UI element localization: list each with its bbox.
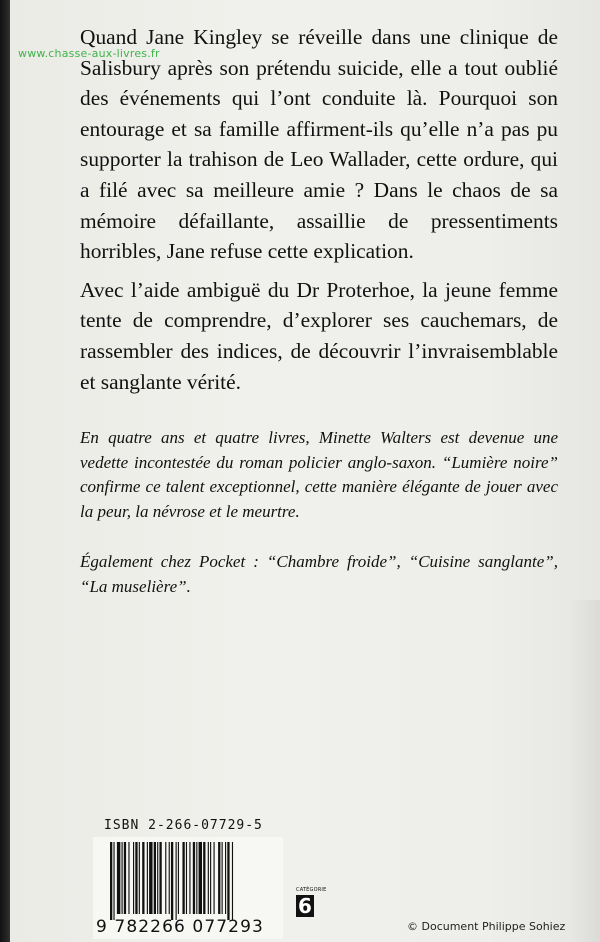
isbn-number: ISBN 2-266-07729-5 [104,818,263,833]
barcode-digits: 9 782266 077293 [96,917,264,937]
barcode-bar [218,842,220,914]
barcode-bar [193,842,195,914]
barcode-bar [165,842,166,914]
barcode-bar [214,842,215,914]
also-available: Également chez Pocket : “Chambre froide”, “Cuisine sanglante”, “La muselière”. [80,552,558,596]
barcode-bar [222,842,223,914]
watermark: www.chasse-aux-livres.fr [18,47,160,60]
barcode-bar [157,842,158,914]
barcode-bar [135,842,137,914]
barcode-bar [122,842,123,914]
barcode-bar [142,842,144,914]
barcode-bar [199,842,202,914]
barcode-bar [196,842,197,914]
barcode-bar [182,842,184,914]
barcode-bar [178,842,179,914]
barcode [110,842,280,920]
barcode-bar [117,842,120,914]
barcode-bar [147,842,148,914]
barcode-bar [113,842,114,920]
barcode-bar [154,842,156,914]
cover-crease [568,600,600,942]
author-praise: En quatre ans et quatre livres, Minette Walters est devenue une vedette incontestée du roman policier anglo-saxon. “Lumière noire” confirme ce talent exceptionnel, cette manière élégante de jouer avec la peur, la névrose et le meurtre. [80,428,558,521]
synopsis-paragraph-1: Quand Jane Kingley se réveille dans une clinique de Salisbury après son prétendu suicide, elle a tout oublié des événements qui l’ont conduite là. Pourquoi son entourage et sa famille affirment-ils qu’elle n’a pas pu supporter la trahison de Leo Wallader, cette ordure, qui a filé avec sa meilleure amie ? Dans le chaos de sa mémoire défaillante, assaillie de pressentiments horribles, Jane refuse cette explication. [80,25,558,264]
barcode-bar [176,842,177,920]
photo-credit: © Document Philippe Sohiez [407,920,566,933]
barcode-bar [210,842,211,914]
synopsis-paragraph-2: Avec l’aide ambiguë du Dr Proterhoe, la jeune femme tente de comprendre, d’explorer ses cauchemars, de rassembler des indices, de découvrir l’invraisemblable et sanglante vérité. [80,277,558,394]
barcode-bar [171,842,173,920]
category-number: 6 [296,895,314,917]
barcode-bar [149,842,152,914]
barcode-bar [225,842,226,914]
barcode-bar [133,842,134,914]
category-badge [296,887,327,935]
barcode-bar [227,842,229,920]
barcode-bar [232,842,233,920]
barcode-bar [208,842,209,914]
barcode-bar [203,842,205,914]
category-label: CATÉGORIE [296,887,327,893]
synopsis [80,22,558,397]
barcode-bar [186,842,187,914]
barcode-bar [169,842,170,914]
barcode-bar [159,842,161,914]
barcode-bar [189,842,190,914]
barcode-bar [110,842,112,920]
barcode-bar [139,842,140,914]
barcode-bar [128,842,129,914]
barcode-bar [124,842,126,914]
